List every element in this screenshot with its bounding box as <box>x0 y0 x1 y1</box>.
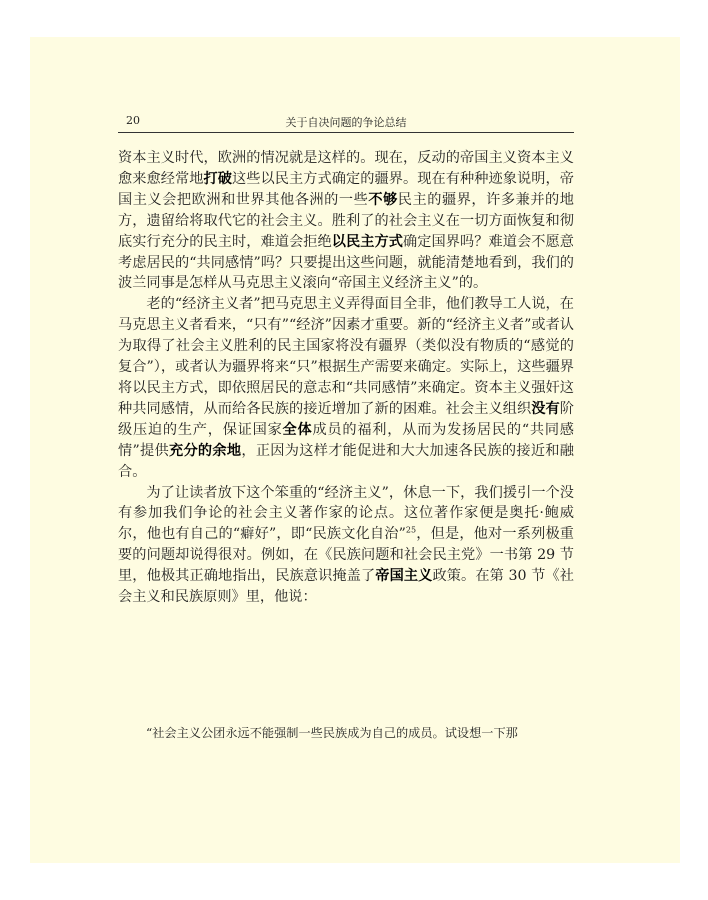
emphasis-text: 没有 <box>531 400 560 417</box>
text-run: 资本主义时代，欧洲的情况就是这样的。现在，反动的帝国主义资本主义愈来愈经常地 <box>118 150 574 187</box>
running-title: 关于自决问题的争论总结 <box>285 116 407 129</box>
text-run: 民主的疆界，许多兼并的地方，遗留给将取代它的社会主义。胜利了的社会主义在一切方面恢复和彻底实行充分的民主时，难道会拒绝 <box>118 191 574 250</box>
block-quote: “社会主义公团永远不能强制一些民族成为自己的成员。试设想一下那 <box>146 726 518 740</box>
emphasis-text: 全体 <box>282 421 313 438</box>
paragraph <box>118 483 574 608</box>
text-run: 这些以民主方式确定的疆界。现在有种种迹象说明，帝国主义会把欧洲和世界其他各洲的一些 <box>118 170 574 208</box>
text-run: 政策。在第 30 节《社会主义和民族原则》里，他说： <box>118 568 574 606</box>
text-run: ，正因为这样才能促进和大大加速各民族的接近和融合。 <box>118 442 574 480</box>
text-run: 老的“经济主义者”把马克思主义弄得面目全非，他们教导工人说，在马克思主义者看来，“只有”“经济”因素才重要。新的“经济主义者”或者认为取得了社会主义胜利的民主国家将没有疆界（类似没有物质的“感觉的复合”），或者认为疆界将来“只”根据生产需要来确定。实际上，这些疆界将以民主方式，即依照居民的意志和“共同感情”来确定。资本主义强奸这种共同感情，从而给各民族的接近增加了新的困难。社会主义组织 <box>118 296 574 417</box>
page-header <box>118 110 574 133</box>
footnote-ref: 25 <box>405 525 417 535</box>
emphasis-text: 打破 <box>203 170 233 187</box>
text-run: 确定国界吗？难道会不愿意考虑居民的“共同感情”吗？只要提出这些问题，就能清楚地看到，我们的波兰同事是怎样从马克思主义滚向“帝国主义经济主义”的。 <box>118 233 574 292</box>
text-run: 为了让读者放下这个笨重的“经济主义”，休息一下，我们援引一个没有参加我们争论的社会主义著作家的论点。这位著作家便是奥托·鲍威尔，他也有自己的“癖好”，即“民族文化自治” <box>118 484 574 543</box>
body-text <box>118 148 574 608</box>
emphasis-text: 帝国主义 <box>375 568 433 585</box>
paragraph <box>118 294 574 482</box>
emphasis-text: 以民主方式 <box>331 233 404 250</box>
emphasis-text: 充分的余地 <box>168 442 242 459</box>
text-run: 阶级压迫的生产，保证国家 <box>118 400 574 438</box>
text-run: 成员的福利，从而为发扬居民的“共同感情”提供 <box>118 421 574 459</box>
page-number: 20 <box>126 114 140 127</box>
paragraph <box>118 148 574 294</box>
text-run: ，但是，他对一系列极重要的问题却说得很对。例如，在《民族问题和社会民主党》一书第 29 节里，他极其正确地指出，民族意识掩盖了 <box>118 526 574 585</box>
emphasis-text: 不够 <box>368 191 398 208</box>
